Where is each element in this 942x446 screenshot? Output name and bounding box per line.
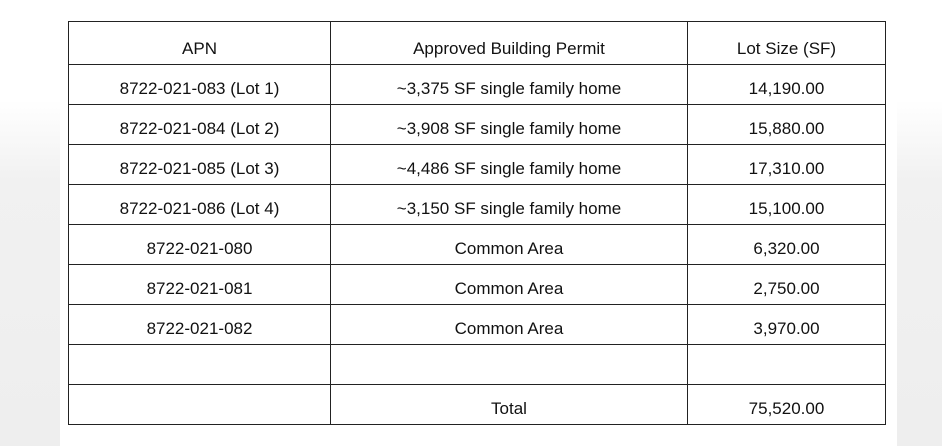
permit-cell: Common Area (331, 225, 688, 265)
header-apn: APN (69, 22, 331, 65)
table-row (69, 265, 886, 305)
permit-table (68, 21, 886, 425)
permit-cell (331, 345, 688, 385)
apn-cell: 8722-021-084 (Lot 2) (69, 105, 331, 145)
header-lot-size: Lot Size (SF) (688, 22, 886, 65)
lot-size-cell: 6,320.00 (688, 225, 886, 265)
lot-size-cell: 3,970.00 (688, 305, 886, 345)
total-apn-cell (69, 385, 331, 425)
lot-size-cell: 2,750.00 (688, 265, 886, 305)
lot-size-cell (688, 345, 886, 385)
empty-row (69, 345, 886, 385)
permit-cell: ~3,150 SF single family home (331, 185, 688, 225)
lot-size-cell: 14,190.00 (688, 65, 886, 105)
apn-cell: 8722-021-083 (Lot 1) (69, 65, 331, 105)
permit-cell: ~3,375 SF single family home (331, 65, 688, 105)
total-label: Total (331, 385, 688, 425)
total-row (69, 385, 886, 425)
table-row (69, 185, 886, 225)
apn-cell (69, 345, 331, 385)
permit-cell: ~4,486 SF single family home (331, 145, 688, 185)
apn-cell: 8722-021-081 (69, 265, 331, 305)
table-row (69, 105, 886, 145)
lot-size-cell: 15,100.00 (688, 185, 886, 225)
total-lot-size: 75,520.00 (688, 385, 886, 425)
apn-cell: 8722-021-080 (69, 225, 331, 265)
lot-size-cell: 15,880.00 (688, 105, 886, 145)
header-approved-building-permit: Approved Building Permit (331, 22, 688, 65)
permit-cell: Common Area (331, 305, 688, 345)
apn-cell: 8722-021-085 (Lot 3) (69, 145, 331, 185)
table-row (69, 65, 886, 105)
header-row (69, 22, 886, 65)
apn-cell: 8722-021-082 (69, 305, 331, 345)
lot-size-cell: 17,310.00 (688, 145, 886, 185)
permit-cell: ~3,908 SF single family home (331, 105, 688, 145)
table-row (69, 145, 886, 185)
table-row (69, 305, 886, 345)
apn-cell: 8722-021-086 (Lot 4) (69, 185, 331, 225)
table-row (69, 225, 886, 265)
permit-cell: Common Area (331, 265, 688, 305)
